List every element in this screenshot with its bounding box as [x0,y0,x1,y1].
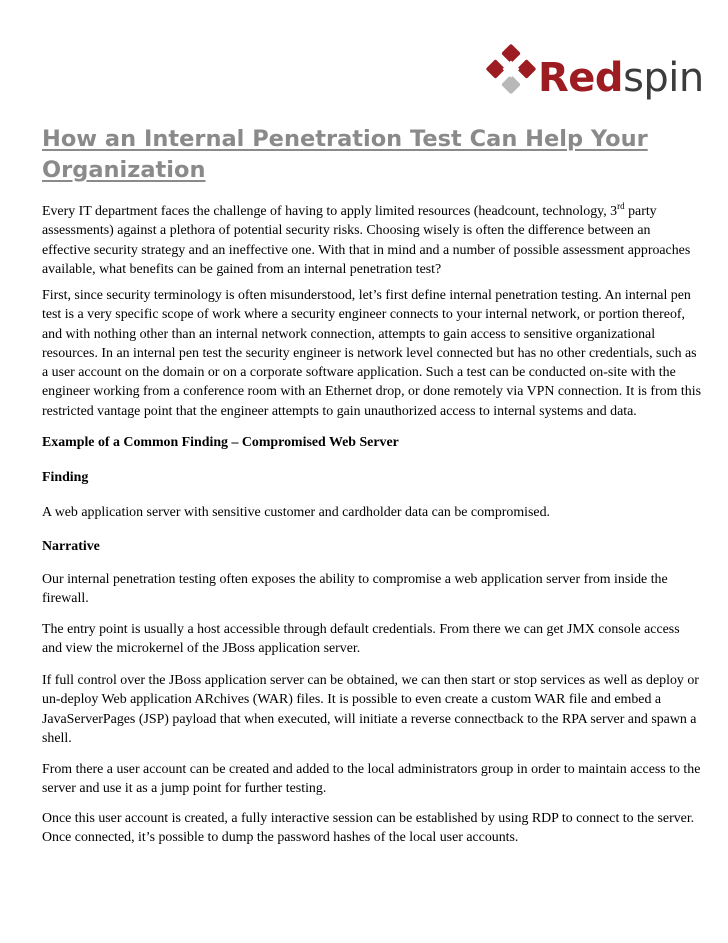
intro-paragraph [42,202,702,279]
example-heading: Example of a Common Finding – Compromised Web Server [42,435,399,450]
narrative-heading: Narrative [42,539,100,554]
definition-paragraph: First, since security terminology is often misunderstood, let’s first define internal penetration testing. An internal pen test is a very specific scope of work where a security engineer connects to your internal network, or portion thereof, and with nothing other than an internal network connection, attempts to gain access to sensitive organizational resources. In an internal pen test the security engineer is network level connected but has no other credentials, such as a user account on the domain or on a corporate software application. Such a test can be conducted on-site with the engineer working from a conference room with an Ethernet drop, or done remotely via VPN connection. It is from this restricted vantage point that the engineer attempts to gain unauthorized access to internal systems and data. [42,288,701,419]
intro-text-1: Every IT department faces the challenge of having to apply limited resources (headcount, technology, 3 [42,204,618,219]
narrative-paragraph-2: The entry point is usually a host accessible through default credentials. From there we can get JMX console access and view the microkernel of the JBoss application server. [42,622,680,657]
finding-heading: Finding [42,470,89,485]
logo-wordmark [538,56,704,100]
narrative-paragraph-5: Once this user account is created, a fully interactive session can be established by using RDP to connect to the server. Once connected, it’s possible to dump the password hashes of the local user accounts. [42,811,695,846]
finding-paragraph: A web application server with sensitive customer and cardholder data can be compromised. [42,505,550,520]
logo-text-red: Red [538,55,624,101]
narrative-paragraph-1: Our internal penetration testing often exposes the ability to compromise a web application server from inside the firewall. [42,572,668,607]
document-title: How an Internal Penetration Test Can Help Your Organization [42,126,648,183]
logo-text-gray: spin [623,55,704,101]
intro-superscript: rd [617,201,625,211]
narrative-paragraph-4: From there a user account can be created and added to the local administrators group in order to maintain access to the server and use it as a jump point for further testing. [42,762,701,797]
redspin-logo-icon [486,44,536,94]
intro-text-2: party assessments) against a plethora of potential security risks. Choosing wisely is often the difference between an effective security strategy and an ineffective one. With that in mind and a number of possible assessment approaches available, what benefits can be gained from an internal penetration test? [42,204,691,277]
narrative-paragraph-3: If full control over the JBoss application server can be obtained, we can then start or stop services as well as deploy or un-deploy Web application ARchives (WAR) files. It is possible to even create a custom WAR file and embed a JavaServerPages (JSP) payload that when executed, will initiate a reverse connectback to the RPA server and spawn a shell. [42,673,699,746]
